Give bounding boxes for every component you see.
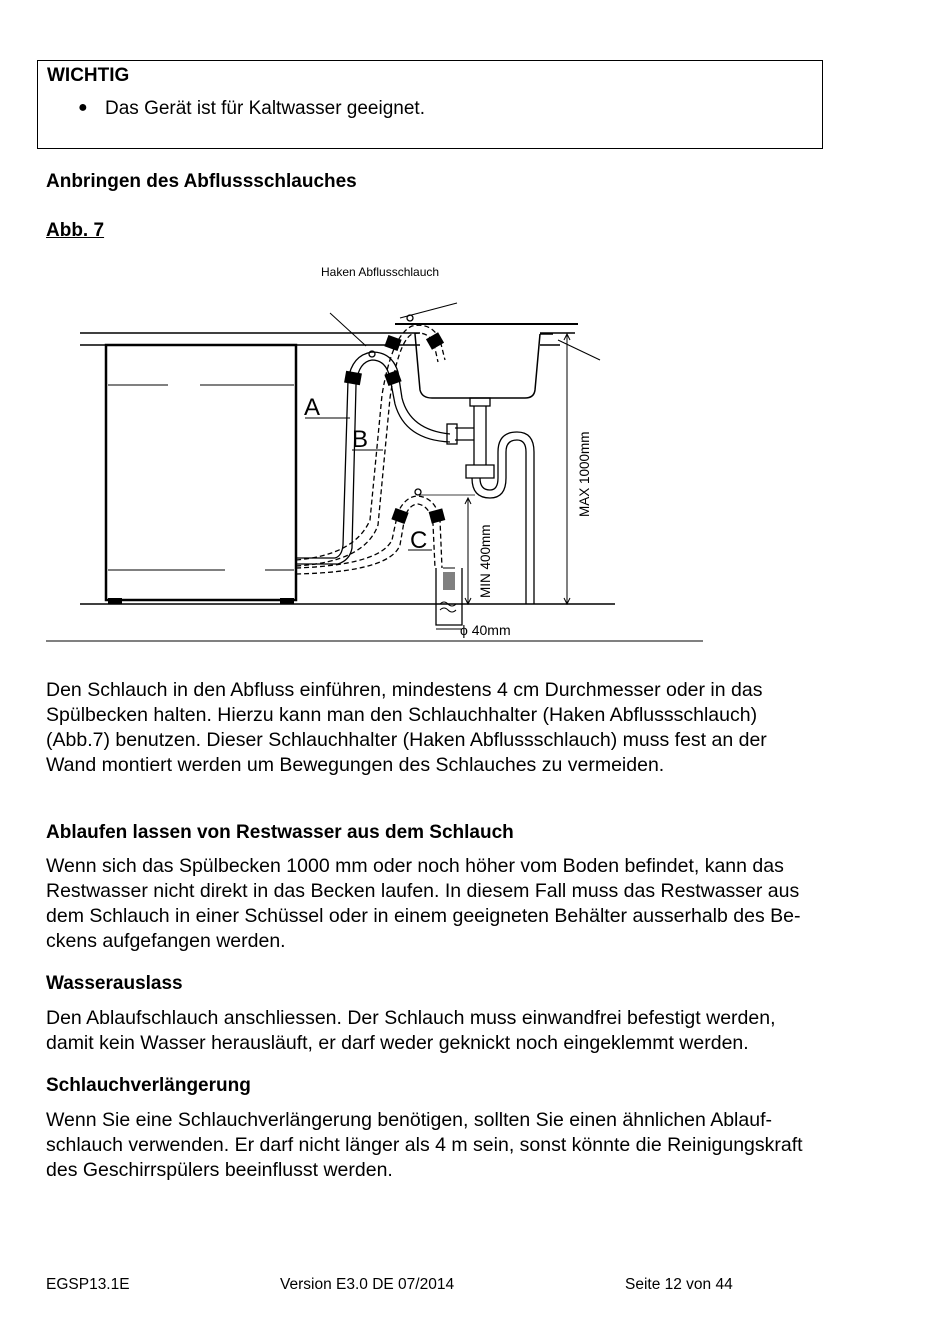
drain-hose-diagram — [0, 255, 950, 650]
text-line: Den Ablaufschlauch anschliessen. Der Schlauch muss einwandfrei befestigt werden, — [46, 1007, 776, 1029]
text-line: (Abb.7) benutzen. Dieser Schlauchhalter (Haken Abflussschlauch) muss fest an der — [46, 729, 767, 751]
hose-label-a: A — [304, 394, 321, 421]
standpipe — [436, 568, 462, 625]
text-line: damit kein Wasser herausläuft, er darf weder geknickt noch eingeklemmt werden. — [46, 1032, 749, 1054]
residual-paragraph — [46, 854, 896, 954]
drain-paragraph — [46, 678, 896, 778]
bullet-icon: ● — [78, 99, 88, 116]
text-line: Wand montiert werden um Bewegungen des Schlauches zu vermeiden. — [46, 754, 665, 776]
hose-label-b: B — [352, 426, 369, 453]
min-label: MIN 400mm — [478, 524, 493, 598]
text-line: des Geschirrspülers beeinflusst werden. — [46, 1159, 393, 1181]
drain-heading: Anbringen des Abflussschlauches — [46, 171, 357, 192]
outlet-paragraph — [46, 1006, 896, 1056]
text-line: dem Schlauch in einer Schüssel oder in einem geeigneten Behälter ausserhalb des Be- — [46, 905, 801, 927]
footer-version: Version E3.0 DE 07/2014 — [280, 1276, 455, 1293]
footer-model: EGSP13.1E — [46, 1276, 130, 1293]
dishwasher-body — [106, 345, 296, 600]
text-line: schlauch verwenden. Er darf nicht länger als 4 m sein, sonst könnte die Reinigungskraft — [46, 1134, 803, 1156]
footer-page: Seite 12 von 44 — [625, 1276, 733, 1293]
extension-heading: Schlauchverlängerung — [46, 1075, 251, 1096]
residual-heading: Ablaufen lassen von Restwasser aus dem Schlauch — [46, 822, 514, 843]
text-line: Restwasser nicht direkt in das Becken laufen. In diesem Fall muss das Restwasser aus — [46, 880, 800, 902]
text-line: ckens aufgefangen werden. — [46, 930, 286, 952]
text-line: Den Schlauch in den Abfluss einführen, mindestens 4 cm Durchmesser oder in das — [46, 679, 763, 701]
extension-paragraph — [46, 1108, 896, 1183]
hook-label: Haken Abflusschlauch — [321, 265, 440, 279]
text-line: Wenn sich das Spülbecken 1000 mm oder noch höher vom Boden befindet, kann das — [46, 855, 784, 877]
text-line: Wenn Sie eine Schlauchverlängerung benötigen, sollten Sie einen ähnlichen Ablauf- — [46, 1109, 772, 1131]
notice-title: WICHTIG — [47, 65, 130, 86]
notice-box — [37, 60, 823, 149]
max-label: MAX 1000mm — [577, 431, 592, 517]
diameter-label: ϕ 40mm — [460, 622, 511, 638]
notice-bullet-text: Das Gerät ist für Kaltwasser geeignet. — [105, 98, 425, 119]
outlet-heading: Wasserauslass — [46, 973, 183, 994]
figure-label: Abb. 7 — [46, 220, 105, 241]
hose-label-c: C — [410, 527, 428, 554]
text-line: Spülbecken halten. Hierzu kann man den Schlauchhalter (Haken Abflussschlauch) — [46, 704, 758, 726]
